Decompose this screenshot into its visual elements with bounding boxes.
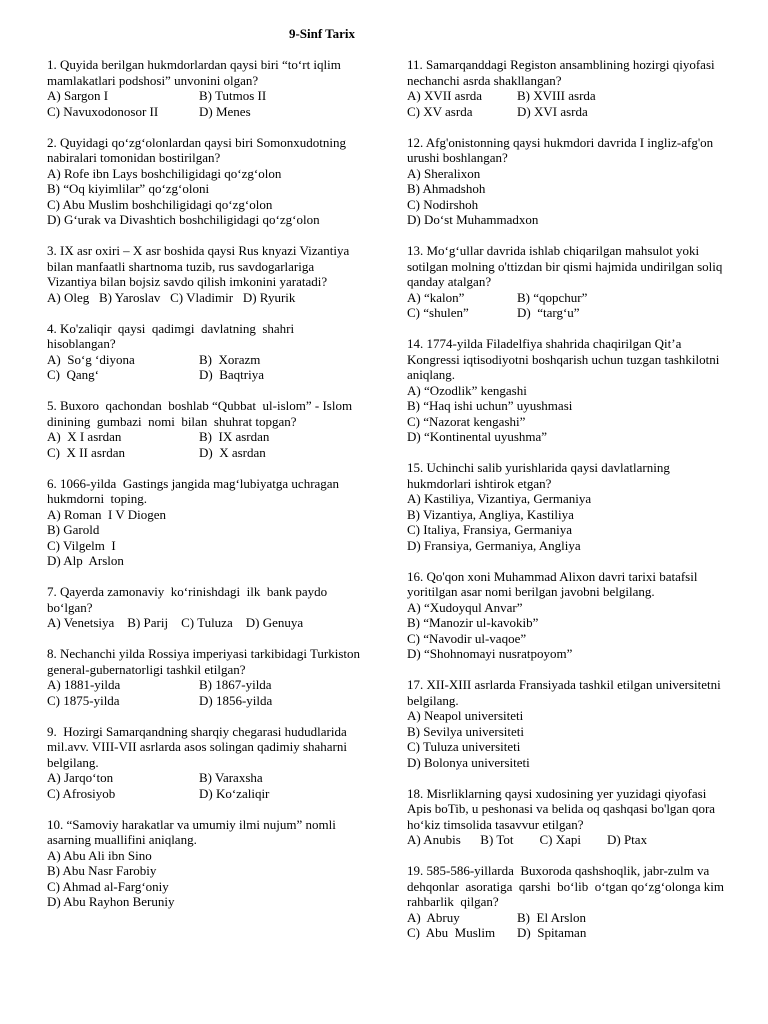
left-column: [47, 57, 365, 925]
answer-option: B) Tutmos II: [199, 88, 267, 103]
answer-option: B) “Manozir ul-kavokib”: [407, 615, 539, 630]
answer-option: B) “Oq kiyimlilar” qo‘zg‘oloni: [47, 181, 210, 196]
answer-option: C) Ahmad al-Farg‘oniy: [47, 878, 169, 894]
question-block: [407, 786, 727, 848]
answer-option: B) Sevilya universiteti: [407, 723, 524, 739]
answer-option: D) Menes: [199, 103, 251, 119]
answer-option: B) IX asrdan: [199, 429, 270, 444]
answer-option: A) Abu Ali ibn Sino: [47, 847, 152, 863]
answer-option: D) “targ‘u”: [517, 305, 580, 320]
right-column: [407, 57, 727, 956]
answer-option: B) Varaxsha: [199, 770, 263, 785]
answer-row: [47, 88, 365, 104]
question-block: [407, 336, 727, 445]
answer-option: B) Xorazm: [199, 351, 261, 367]
answer-option: D) Alp Arslon: [47, 553, 124, 568]
answer-row: [47, 104, 365, 120]
answer-row: [407, 925, 727, 941]
answer-option: A) Venetsiya B) Parij C) Tuluza D) Genuya: [47, 615, 304, 630]
question-text: 6. 1066-yilda Gastings jangida mag‘lubiyatga uchragan hukmdorni toping.: [47, 475, 346, 506]
answer-option: A) Abruy: [407, 909, 460, 925]
answer-option: A) So‘g ‘diyona: [47, 351, 135, 367]
question-block: [47, 135, 365, 228]
answer-option: B) “qopchur”: [517, 289, 588, 305]
question-block: [407, 863, 727, 941]
answer-option: D) X asrdan: [199, 444, 266, 460]
question-block: [407, 57, 727, 119]
question-block: [47, 57, 365, 119]
answer-row: [407, 910, 727, 926]
answer-option: A) XVII asrda: [407, 88, 483, 103]
answer-option: B) El Arslon: [517, 909, 586, 925]
answer-option: A) Jarqo‘ton: [47, 770, 114, 785]
answer-option: B) 1867-yilda: [199, 677, 272, 692]
answer-row: [47, 770, 365, 786]
question-text: 11. Samarqanddagi Registon ansamblining hozirgi qiyofasi nechanchi asrda shakllangan?: [407, 57, 718, 88]
question-text: 13. Mo‘g‘ullar davrida ishlab chiqarilgan mahsulot yoki sotilgan molning o'ttizdan bir qismi hajmida undirilgan soliq qanday atalgan?: [407, 243, 726, 289]
question-text: 7. Qayerda zamonaviy ko‘rinishdagi ilk bank paydo bo‘lgan?: [47, 584, 331, 615]
question-text: 12. Afg'onistonning qaysi hukmdori davrida I ingliz-afg'on urushi boshlangan?: [407, 134, 717, 165]
answer-option: A) “kalon”: [407, 289, 465, 305]
answer-option: D) Fransiya, Germaniya, Angliya: [407, 537, 581, 553]
question-text: 16. Qo'qon xoni Muhammad Alixon davri tarixi batafsil yoritilgan asar nomi berilgan javobni belgilang.: [407, 568, 701, 599]
question-block: [407, 243, 727, 321]
answer-option: C) “Nazorat kengashi”: [407, 413, 526, 429]
answer-option: C) X II asrdan: [47, 444, 125, 460]
answer-option: D) “Shohnomayi nusratpoyom”: [407, 646, 573, 661]
question-block: [47, 646, 365, 708]
answer-option: D) G‘urak va Divashtich boshchiligidagi qo‘zg‘olon: [47, 212, 320, 227]
answer-option: B) “Haq ishi uchun” uyushmasi: [407, 398, 573, 413]
answer-row: [47, 352, 365, 368]
answer-option: C) Navuxodonosor II: [47, 103, 159, 119]
question-text: 8. Nechanchi yilda Rossiya imperiyasi tarkibidagi Turkiston general-gubernatorligi tashkil etilgan?: [47, 646, 364, 677]
answer-option: C) Qang‘: [47, 367, 99, 382]
answer-option: C) Abu Muslim boshchiligidagi qo‘zg‘olon: [47, 196, 273, 212]
question-block: [407, 677, 727, 770]
question-text: 14. 1774-yilda Filadelfiya shahrida chaqirilgan Qit’a Kongressi iqtisodiyotni boshqarish uchun tuzgan tashkilotni aniqlang.: [407, 336, 723, 382]
answer-row: [47, 677, 365, 693]
question-block: [47, 243, 365, 305]
answer-row: [47, 367, 365, 383]
answer-option: D) XVI asrda: [517, 103, 588, 119]
answer-option: C) Tuluza universiteti: [407, 739, 521, 754]
answer-option: D) Do‘st Muhammadxon: [407, 212, 539, 227]
question-text: 19. 585-586-yillarda Buxoroda qashshoqlik, jabr-zulm va dehqonlar asoratiga qarshi bo‘lib o‘tgan qo‘zg‘olonga kim rahbarlik qilgan?: [407, 863, 728, 909]
question-block: [47, 398, 365, 460]
question-block: [47, 584, 365, 631]
answer-row: [407, 290, 727, 306]
answer-option: A) “Xudoyqul Anvar”: [407, 599, 523, 615]
answer-option: C) 1875-yilda: [47, 692, 120, 708]
answer-row: [47, 693, 365, 709]
answer-row: [407, 88, 727, 104]
answer-option: B) Vizantiya, Angliya, Kastiliya: [407, 506, 574, 522]
question-block: [47, 476, 365, 569]
answer-option: C) Nodirshoh: [407, 196, 479, 212]
answer-option: D) Spitaman: [517, 925, 587, 940]
question-block: [47, 817, 365, 910]
question-block: [47, 321, 365, 383]
answer-option: C) XV asrda: [407, 103, 473, 119]
answer-option: D) Abu Rayhon Beruniy: [47, 894, 175, 909]
answer-row: [407, 104, 727, 120]
question-text: 2. Quyidagi qo‘zg‘olonlardan qaysi biri Somonxudotning nabiralari tomonidan bostirilgan?: [47, 134, 350, 165]
answer-option: A) 1881-yilda: [47, 677, 121, 692]
answer-option: A) Roman I V Diogen: [47, 506, 167, 522]
answer-option: A) Neapol universiteti: [407, 708, 524, 723]
answer-option: D) Ko‘zaliqir: [199, 785, 270, 801]
question-text: 4. Ko'zaliqir qaysi qadimgi davlatning shahri hisoblangan?: [47, 320, 298, 351]
question-text: 1. Quyida berilgan hukmdorlardan qaysi biri “to‘rt iqlim mamlakatlari podshosi” unvonini olgan?: [47, 57, 345, 88]
question-text: 3. IX asr oxiri – X asr boshida qaysi Rus knyazi Vizantiya bilan manfaatli shartnoma tuzib, rus savdogarlariga Vizantiya bilan bojsiz savdo qilish imkonini yaratadi?: [47, 243, 353, 289]
answer-option: C) Vilgelm I: [47, 537, 116, 553]
answer-option: B) Ahmadshoh: [407, 181, 486, 196]
question-text: 9. Hozirgi Samarqandning sharqiy chegarasi hududlarida mil.avv. VIII-VII asrlarda asos solingan qadimiy shaharni belgilang.: [47, 723, 351, 770]
question-text: 5. Buxoro qachondan boshlab “Qubbat ul-islom” - Islom dinining gumbazi nomi bilan shuhrat topgan?: [47, 398, 359, 429]
question-block: [407, 135, 727, 228]
answer-option: B) Abu Nasr Farobiy: [47, 863, 157, 878]
page-title: 9-Sinf Tarix: [288, 26, 356, 41]
answer-row: [47, 786, 365, 802]
question-block: [407, 460, 727, 553]
answer-row: [407, 305, 727, 321]
answer-option: B) XVIII asrda: [517, 88, 596, 103]
answer-option: D) Baqtriya: [199, 367, 264, 382]
answer-option: A) Rofe ibn Lays boshchiligidagi qo‘zg‘olon: [47, 165, 282, 181]
question-text: 17. XII-XIII asrlarda Fransiyada tashkil etilgan universitetni belgilang.: [407, 677, 724, 708]
question-block: [407, 569, 727, 662]
answer-option: C) “Navodir ul-vaqoe”: [407, 630, 527, 646]
answer-option: D) “Kontinental uyushma”: [407, 429, 548, 444]
answer-option: A) Anubis B) Tot C) Xapi D) Ptax: [407, 832, 648, 847]
answer-option: A) Sargon I: [47, 88, 109, 103]
question-block: [47, 724, 365, 802]
answer-option: D) Bolonya universiteti: [407, 754, 530, 770]
answer-option: C) “shulen”: [407, 305, 469, 320]
answer-row: [47, 429, 365, 445]
answer-row: [47, 445, 365, 461]
answer-option: A) “Ozodlik” kengashi: [407, 382, 527, 398]
answer-option: B) Garold: [47, 522, 100, 537]
answer-option: A) Sheralixon: [407, 165, 481, 181]
question-text: 15. Uchinchi salib yurishlarida qaysi davlatlarning hukmdorlari ishtirok etgan?: [407, 460, 674, 491]
question-text: 18. Misrliklarning qaysi xudosining yer yuzidagi qiyofasi Apis boTib, u peshonasi va belida oq qashqasi bo'lgan qora ho‘kiz timsolida tasavvur etilgan?: [407, 785, 719, 832]
answer-option: A) X I asrdan: [47, 429, 122, 444]
answer-option: C) Italiya, Fransiya, Germaniya: [407, 522, 572, 537]
answer-option: A) Oleg B) Yaroslav C) Vladimir D) Ryurik: [47, 289, 296, 305]
answer-option: A) Kastiliya, Vizantiya, Germaniya: [407, 491, 592, 506]
answer-option: D) 1856-yilda: [199, 692, 273, 708]
answer-option: C) Afrosiyob: [47, 785, 116, 801]
question-text: 10. “Samoviy harakatlar va umumiy ilmi nujum” nomli asarning muallifini aniqlang.: [47, 816, 340, 847]
answer-option: C) Abu Muslim: [407, 925, 496, 940]
